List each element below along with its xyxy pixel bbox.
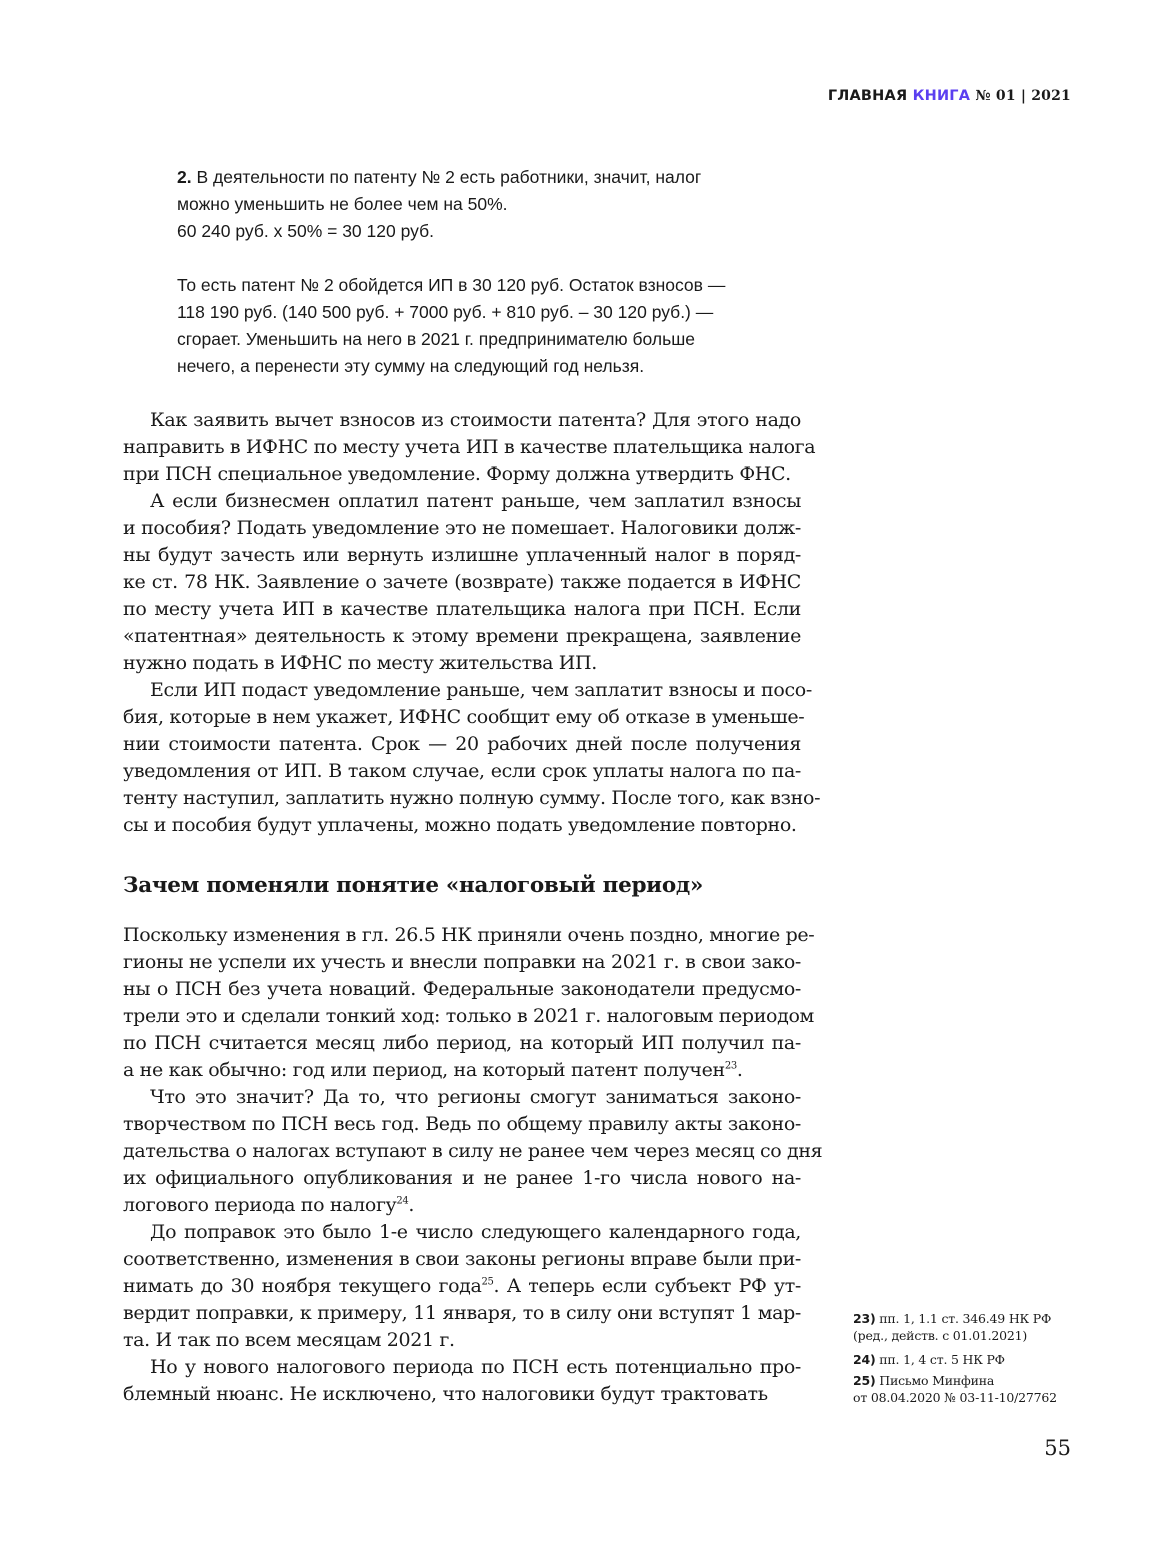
text-line: логового периода по налогу$^{24}$. (123, 1194, 415, 1216)
brand-1: ГЛАВНАЯ (827, 88, 908, 104)
section-2-body (123, 922, 823, 1408)
text-line: ны будут зачесть или вернуть излишне уплаченный налог в поряд- (123, 544, 801, 566)
text-line: блемный нюанс. Не исключено, что налоговики будут трактовать (123, 1383, 768, 1405)
text-line: нужно подать в ИФНС по месту жительства ИП. (123, 652, 597, 674)
text-line: при ПСН специальное уведомление. Форму должна утвердить ФНС. (123, 463, 791, 485)
text-line: ке ст. 78 НК. Заявление о зачете (возврате) также подается в ИФНС (123, 571, 801, 593)
text-line: Поскольку изменения в гл. 26.5 НК приняли очень поздно, многие ре- (123, 924, 815, 946)
text-line: соответственно, изменения в свои законы регионы вправе были при- (123, 1248, 801, 1270)
brand-2: КНИГА (912, 88, 971, 104)
footnote-ref: 24 (396, 1195, 409, 1207)
box-line: можно уменьшить не более чем на 50%. (177, 194, 508, 214)
text-line: До поправок это было 1-е число следующего календарного года, (150, 1221, 801, 1243)
section-1-body (123, 407, 821, 839)
text-line: сы и пособия будут уплачены, можно подать уведомление повторно. (123, 814, 797, 836)
example-number: 2. (177, 167, 192, 187)
page-number: 55 (1044, 1436, 1071, 1460)
text-line: ны о ПСН без учета новаций. Федеральные законодатели предусмо- (123, 978, 801, 1000)
text-line: дательства о налогах вступают в силу не ранее чем через месяц со дня (123, 1140, 823, 1162)
text-line: тенту наступил, заплатить нужно полную сумму. После того, как взно- (123, 787, 821, 809)
footnote-23: 23) пп. 1, 1.1 ст. 346.49 НК РФ (ред., действ. с 01.01.2021) (853, 1311, 1052, 1343)
box-line: нечего, а перенести эту сумму на следующий год нельзя. (177, 356, 645, 376)
text-line: и пособия? Подать уведомление это не помешает. Налоговики долж- (123, 517, 801, 539)
text-line: по месту учета ИП в качестве плательщика налога при ПСН. Если (123, 598, 801, 620)
text-line: нимать до 30 ноября текущего года$^{25}$. А теперь если субъект РФ ут- (123, 1275, 801, 1297)
text-line: А если бизнесмен оплатил патент раньше, чем заплатил взносы (150, 490, 801, 512)
text-line: «патентная» деятельность к этому времени прекращена, заявление (123, 625, 801, 647)
text-line: творчеством по ПСН весь год. Ведь по общему правилу акты законо- (123, 1113, 801, 1135)
box-line: 118 190 руб. (140 500 руб. + 7000 руб. + 810 руб. – 30 120 руб.) — (177, 302, 714, 322)
text-line: Если ИП подаст уведомление раньше, чем заплатит взносы и посо- (150, 679, 812, 701)
text-line: Как заявить вычет взносов из стоимости патента? Для этого надо (150, 409, 801, 431)
text-line: гионы не успели их учесть и внесли поправки на 2021 г. в свои зако- (123, 951, 801, 973)
text-line: нии стоимости патента. Срок — 20 рабочих дней после получения (123, 733, 801, 755)
text-line: бия, которые в нем укажет, ИФНС сообщит ему об отказе в уменьше- (123, 706, 805, 728)
example-box (177, 164, 797, 380)
footnote-25: 25) Письмо Минфина от 08.04.2020 № 03-11-10/27762 (853, 1373, 1057, 1405)
running-header (828, 88, 1071, 104)
box-line: сгорает. Уменьшить на него в 2021 г. предпринимателю больше (177, 329, 695, 349)
text-line: трели это и сделали тонкий ход: только в 2021 г. налоговым периодом (123, 1005, 814, 1027)
text-line: их официального опубликования и не ранее 1-го числа нового на- (123, 1167, 801, 1189)
text-line: по ПСН считается месяц либо период, на который ИП получил па- (123, 1032, 801, 1054)
text-line: та. И так по всем месяцам 2021 г. (123, 1329, 455, 1351)
text-line: вердит поправки, к примеру, 11 января, то в силу они вступят 1 мар- (123, 1302, 801, 1324)
footnote-ref: 23 (724, 1060, 737, 1072)
text-line: Но у нового налогового периода по ПСН есть потенциально про- (150, 1356, 801, 1378)
box-line: 60 240 руб. х 50% = 30 120 руб. (177, 221, 434, 241)
footnote-ref: 25 (481, 1276, 494, 1288)
footnote-24: 24) пп. 1, 4 ст. 5 НК РФ (853, 1352, 1005, 1367)
text-line: Что это значит? Да то, что регионы смогут заниматься законо- (150, 1086, 801, 1108)
box-line: То есть патент № 2 обойдется ИП в 30 120 руб. Остаток взносов — (177, 275, 726, 295)
text-line: направить в ИФНС по месту учета ИП в качестве плательщика налога (123, 436, 816, 458)
box-line: 2. В деятельности по патенту № 2 есть работники, значит, налог (177, 167, 702, 187)
section-heading: Зачем поменяли понятие «налоговый период» (123, 873, 704, 898)
text-line: а не как обычно: год или период, на который патент получен$^{23}$. (123, 1059, 743, 1081)
text-line: уведомления от ИП. В таком случае, если срок уплаты налога по па- (123, 760, 801, 782)
issue-number: № 01 | 2021 (975, 88, 1071, 104)
